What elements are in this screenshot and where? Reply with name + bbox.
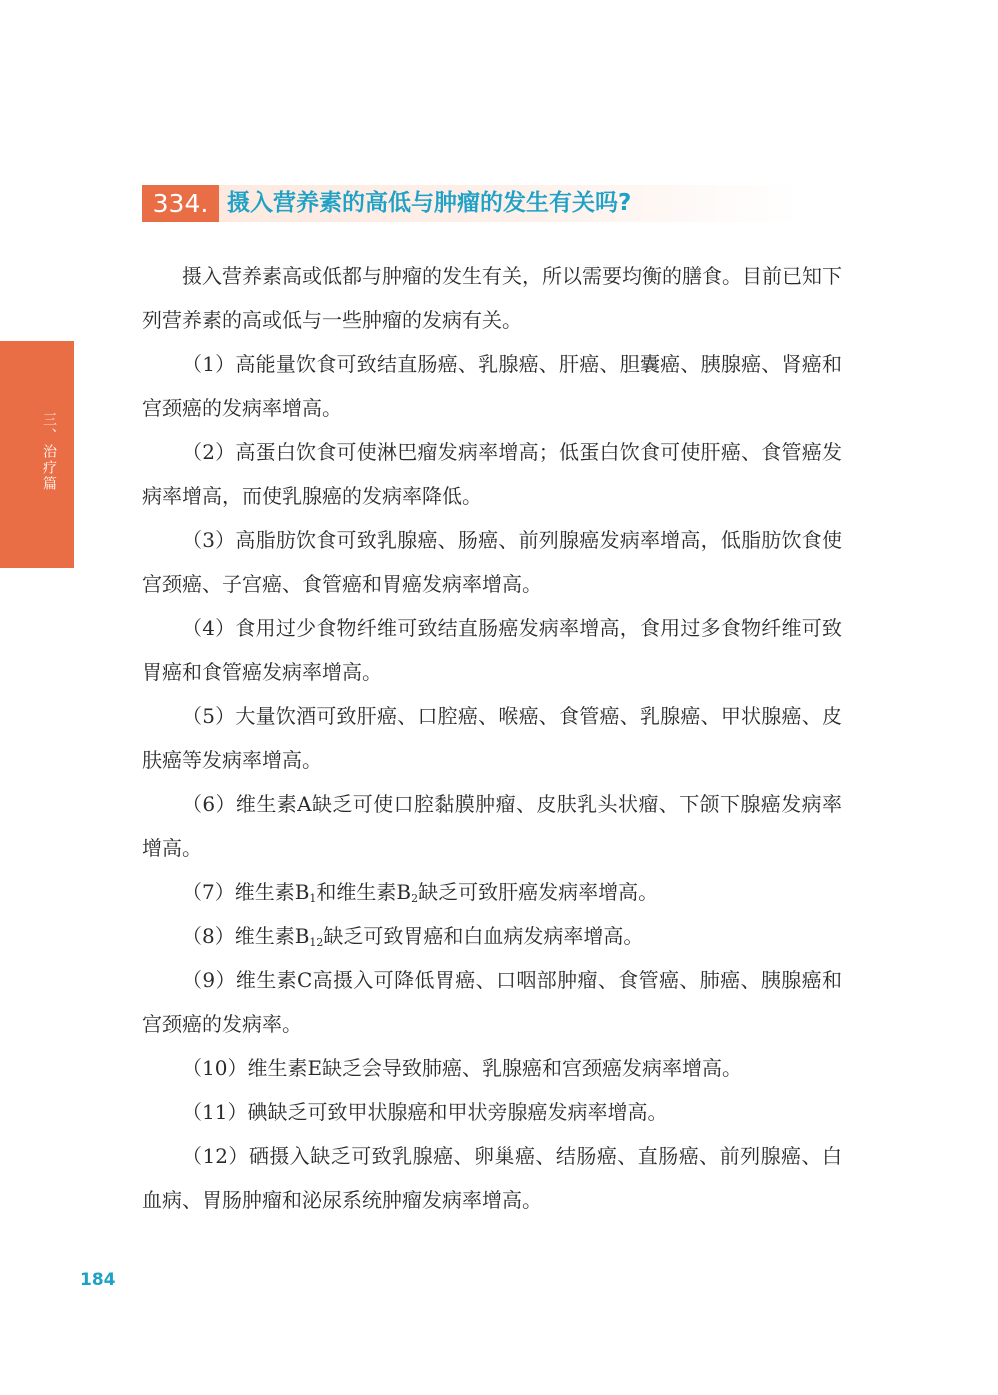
list-item-7-text-a: （7）维生素B — [182, 880, 310, 904]
list-item-2: （2）高蛋白饮食可使淋巴瘤发病率增高；低蛋白饮食可使肝癌、食管癌发病率增高，而使乳腺癌的发病率降低。 — [142, 440, 842, 508]
subscript-1: 1 — [309, 892, 317, 905]
list-item-7 — [142, 870, 842, 914]
list-item-4: （4）食用过少食物纤维可致结直肠癌发病率增高，食用过多食物纤维可致胃癌和食管癌发病率增高。 — [142, 616, 842, 684]
page-number: 184 — [80, 1270, 116, 1290]
list-item-7-text-c: 缺乏可致肝癌发病率增高。 — [418, 880, 659, 904]
chapter-side-tab — [0, 341, 74, 568]
list-item-1: （1）高能量饮食可致结直肠癌、乳腺癌、肝癌、胆囊癌、胰腺癌、肾癌和宫颈癌的发病率增高。 — [142, 352, 842, 420]
list-item-8-text-b: 缺乏可致胃癌和白血病发病率增高。 — [323, 924, 644, 948]
article-body — [142, 254, 842, 1222]
list-item-7-text-b: 和维生素B — [316, 880, 412, 904]
list-item-5: （5）大量饮酒可致肝癌、口腔癌、喉癌、食管癌、乳腺癌、甲状腺癌、皮肤癌等发病率增高。 — [142, 704, 842, 772]
list-item-8 — [142, 914, 842, 958]
subscript-12: 12 — [309, 936, 324, 949]
question-number: 334. — [142, 185, 219, 222]
question-title: 摄入营养素的高低与肿瘤的发生有关吗? — [227, 190, 632, 216]
list-item-12: （12）硒摄入缺乏可致乳腺癌、卵巢癌、结肠癌、直肠癌、前列腺癌、白血病、胃肠肿瘤和泌尿系统肿瘤发病率增高。 — [142, 1144, 842, 1212]
list-item-10: （10）维生素E缺乏会导致肺癌、乳腺癌和宫颈癌发病率增高。 — [182, 1056, 743, 1080]
list-item-8-text-a: （8）维生素B — [182, 924, 310, 948]
chapter-side-tab-label: 三、治疗篇 — [41, 412, 57, 492]
list-item-11: （11）碘缺乏可致甲状腺癌和甲状旁腺癌发病率增高。 — [182, 1100, 668, 1124]
subscript-2: 2 — [411, 892, 419, 905]
intro-paragraph: 摄入营养素高或低都与肿瘤的发生有关，所以需要均衡的膳食。目前已知下列营养素的高或低与一些肿瘤的发病有关。 — [142, 264, 842, 332]
list-item-3: （3）高脂肪饮食可致乳腺癌、肠癌、前列腺癌发病率增高，低脂肪饮食使宫颈癌、子宫癌、食管癌和胃癌发病率增高。 — [142, 528, 842, 596]
list-item-6: （6）维生素A缺乏可使口腔黏膜肿瘤、皮肤乳头状瘤、下颌下腺癌发病率增高。 — [142, 792, 842, 860]
list-item-9: （9）维生素C高摄入可降低胃癌、口咽部肿瘤、食管癌、肺癌、胰腺癌和宫颈癌的发病率。 — [142, 968, 842, 1036]
